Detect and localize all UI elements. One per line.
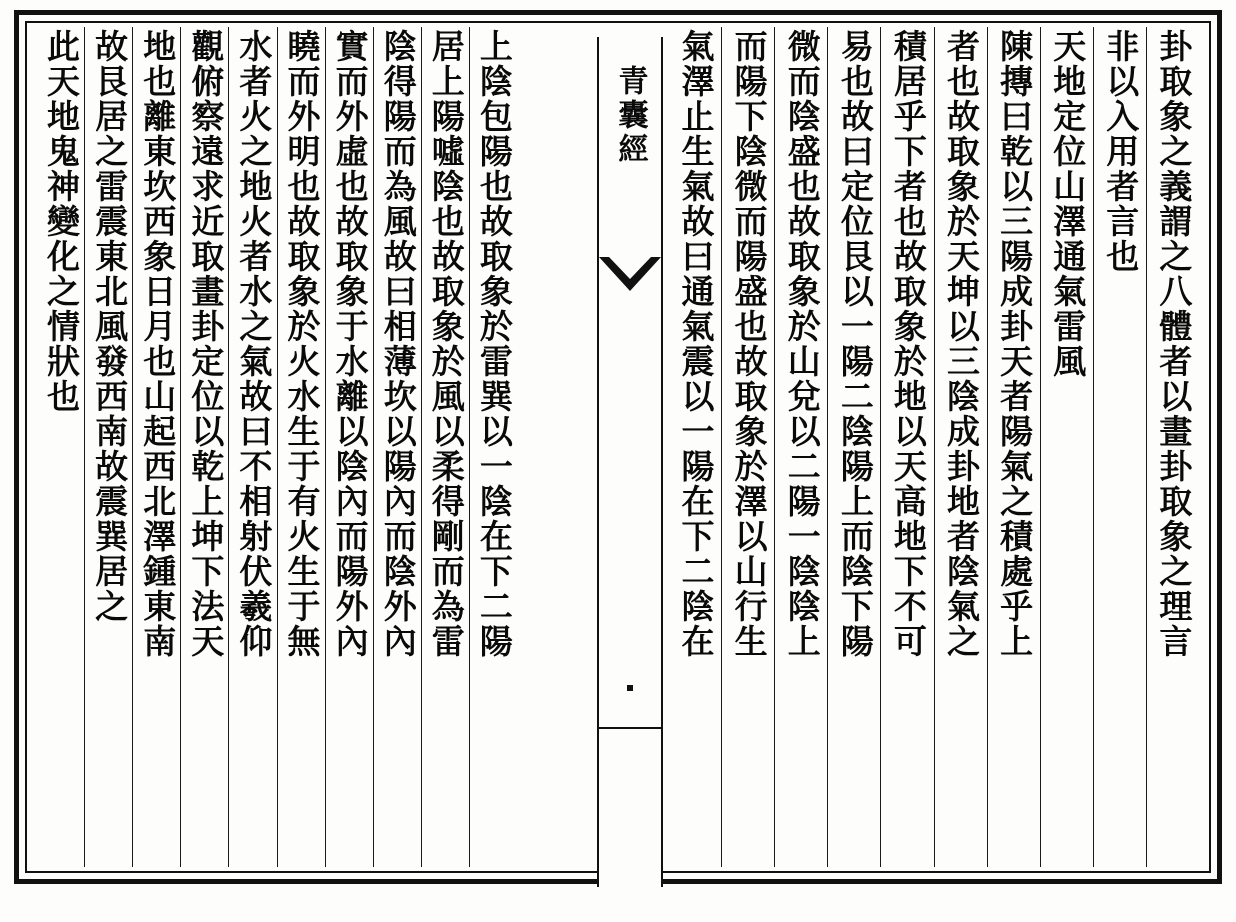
text-column [85,27,133,867]
column-text: 實而外虛也故取象于水離以陰內而陽外內 [330,29,370,659]
column-text: 氣澤止生氣故曰通氣震以一陽在下二陰在 [676,29,716,659]
column-text: 者也故取象於天坤以三陰成卦地者陰氣之 [942,29,982,659]
column-text: 此天地鬼神變化之情狀也 [42,29,82,414]
text-column [422,27,470,867]
column-text: 積居乎下者也故取象於地以天高地下不可 [888,29,928,659]
text-column [133,27,181,867]
text-column [1041,27,1094,867]
banxin-title [599,65,661,167]
column-text: 居上陽噓陰也故取象於風以柔得剛而為雷 [426,29,466,659]
column-text: 天地定位山澤通氣雷風 [1048,29,1088,379]
banxin-title-text: 青囊經 [612,65,648,167]
text-column [470,27,517,867]
page-outer-frame [14,10,1222,884]
column-text: 陳摶曰乾以三陽成卦天者陽氣之積處乎上 [995,29,1035,659]
text-column [988,27,1041,867]
text-column [229,27,277,867]
column-text: 卦取象之義謂之八體者以畫卦取象之理言 [1154,29,1194,659]
text-column [828,27,881,867]
text-column [374,27,422,867]
column-text: 上陰包陽也故取象於雷巽以一陰在下二陽 [474,29,514,659]
column-text: 非以入用者言也 [1101,29,1141,274]
banxin-rule [599,727,661,729]
fishtail-ornament-icon [599,257,661,291]
text-column [935,27,988,867]
text-column [278,27,326,867]
column-text: 陰得陽而為風故曰相薄坎以陽內而陰外內 [378,29,418,659]
text-column [37,27,85,867]
text-column [881,27,934,867]
page-mark-dot-icon [627,685,633,691]
column-text: 易也故曰定位艮以一陽二陰陽上而陰下陽 [835,29,875,659]
column-text: 而陽下陰微而陽盛也故取象於澤以山行生 [729,29,769,659]
text-block-right [669,27,1199,867]
column-text: 䁱而外明也故取象於火水生于有火生于無 [282,29,322,659]
column-text: 故艮居之雷震東北風發西南故震巽居之 [90,29,130,624]
text-column [1094,27,1147,867]
banxin-center-fold [597,37,663,887]
text-column [669,27,722,867]
text-block-left [37,27,517,867]
text-column [326,27,374,867]
text-column [1147,27,1199,867]
column-text: 水者火之地火者水之氣故曰不相射伏羲仰 [234,29,274,659]
column-text: 觀俯察遠求近取畫卦定位以乾上坤下法天 [186,29,226,659]
text-column [181,27,229,867]
text-column [775,27,828,867]
text-column [722,27,775,867]
column-text: 地也離東坎西象日月也山起西北澤鍾東南 [138,29,178,659]
column-text: 微而陰盛也故取象於山兌以二陽一陰陰上 [782,29,822,659]
